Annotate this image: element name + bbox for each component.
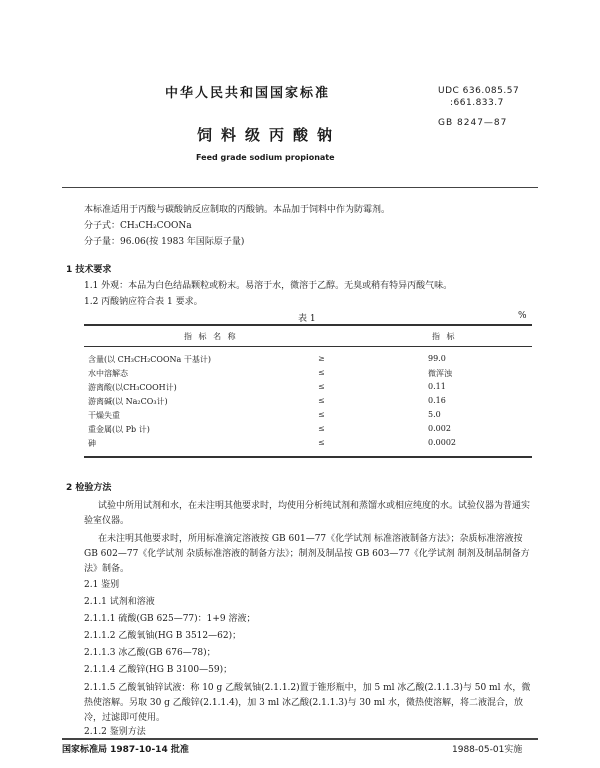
clause-2-1-1-5: 2.1.1.5 乙酸氧铀锌试液：称 10 g 乙酸氧铀(2.1.1.2)置于锥形瓶中，加 5 ml 冰乙酸(2.1.1.3)与 50 ml 水，微热使溶解。另取 30 g 乙酸锌(2.1.1.4)，加 3 ml 冰乙酸(2.1.1.3)与 30 ml 水，微热使溶解，将二液混合，放冷，过滤即可使用。 <box>84 683 531 723</box>
clause-2-1-1-2: 2.1.1.2 乙酸氧铀(HG B 3512—62)； <box>84 631 242 641</box>
table-unit: % <box>518 311 527 321</box>
table-row-operator: ≤ <box>318 396 325 405</box>
table-row-name: 游离酸(以CH₃COOH计) <box>88 383 177 392</box>
paragraph-reagents: 试验中所用试剂和水，在未注明其他要求时，均使用分析纯试剂和蒸馏水或相应纯度的水。试验仪器为普通实验室仪器。 <box>84 501 531 526</box>
clause-2-1-1-3: 2.1.1.3 冰乙酸(GB 676—78)； <box>84 648 216 658</box>
clause-1-1: 1.1 外观：本品为白色结晶颗粒或粉末。易溶于水，微溶于乙醇。无臭或稍有特异丙酸气味。 <box>84 281 453 291</box>
molecular-formula: 分子式：CH₃CH₂COONa <box>84 221 192 231</box>
table-row-name: 干燥失重 <box>88 411 120 420</box>
table-row-value: 0.16 <box>428 396 446 405</box>
table-top-rule <box>84 324 532 326</box>
clause-1-2: 1.2 丙酸钠应符合表 1 要求。 <box>84 297 203 307</box>
udc-code: UDC 636.085.57 <box>438 86 520 96</box>
table-row-name: 水中溶解态 <box>88 369 128 378</box>
table-row-value: 0.0002 <box>428 438 456 447</box>
table-row-value: 0.11 <box>428 382 446 391</box>
table-row-name: 砷 <box>88 439 96 448</box>
section-1-heading: 1 技术要求 <box>66 265 112 275</box>
header-divider <box>62 187 538 188</box>
gb-number: GB 8247—87 <box>438 118 508 128</box>
standard-category: 中华人民共和国国家标准 <box>165 86 331 101</box>
table-row-value: 微浑浊 <box>428 369 452 378</box>
table-row-operator: ≤ <box>318 368 325 377</box>
table-row-operator: ≤ <box>318 438 325 447</box>
clause-2-1: 2.1 鉴别 <box>84 580 120 590</box>
table-row-operator: ≥ <box>318 354 325 363</box>
table-row-name: 重金属(以 Pb 计) <box>88 425 150 434</box>
effective-date: 1988-05-01实施 <box>452 745 523 755</box>
table-header-name: 指 标 名 称 <box>184 332 238 341</box>
udc-code-continued: :661.833.7 <box>450 98 504 108</box>
table-row-operator: ≤ <box>318 382 325 391</box>
molecular-weight: 分子量：96.06(按 1983 年国际原子量) <box>84 237 245 247</box>
table-caption: 表 1 <box>298 314 316 324</box>
table-row-name: 含量(以 CH₃CH₂COONa 干基计) <box>88 355 211 364</box>
table-row-operator: ≤ <box>318 410 325 419</box>
clause-2-1-1-1: 2.1.1.1 硫酸(GB 625—77)：1+9 溶液； <box>84 614 256 624</box>
paragraph-standard-solutions: 在未注明其他要求时，所用标准滴定溶液按 GB 601—77《化学试剂 标准溶液制备方法》；杂质标准溶液按 GB 602—77《化学试剂 杂质标准溶液的制备方法》；制剂及制品按 GB 603—77《化学试剂 制剂及制品制备方法》制备。 <box>84 534 530 574</box>
approval-date: 国家标准局 1987-10-14 批准 <box>62 745 189 755</box>
document-title: 饲料级丙酸钠 <box>197 126 342 144</box>
clause-2-1-2: 2.1.2 鉴别方法 <box>84 727 146 737</box>
table-row-name: 游离碱(以 Na₂CO₃计) <box>88 397 168 406</box>
table-row-value: 5.0 <box>428 410 441 419</box>
footer-divider <box>62 738 538 740</box>
clause-2-1-1-4: 2.1.1.4 乙酸锌(HG B 3100—59)； <box>84 665 233 675</box>
scope-statement: 本标准适用于丙酸与碳酸钠反应制取的丙酸钠。本品加于饲料中作为防霉剂。 <box>84 205 391 215</box>
table-row-operator: ≤ <box>318 424 325 433</box>
table-bottom-rule <box>84 456 532 458</box>
clause-2-1-1: 2.1.1 试剂和溶液 <box>84 597 155 607</box>
table-header-value: 指 标 <box>432 332 457 341</box>
section-2-heading: 2 检验方法 <box>66 483 112 493</box>
table-row-value: 0.002 <box>428 424 451 433</box>
table-header-rule <box>84 346 532 347</box>
document-title-english: Feed grade sodium propionate <box>196 153 335 162</box>
table-row-value: 99.0 <box>428 354 446 363</box>
